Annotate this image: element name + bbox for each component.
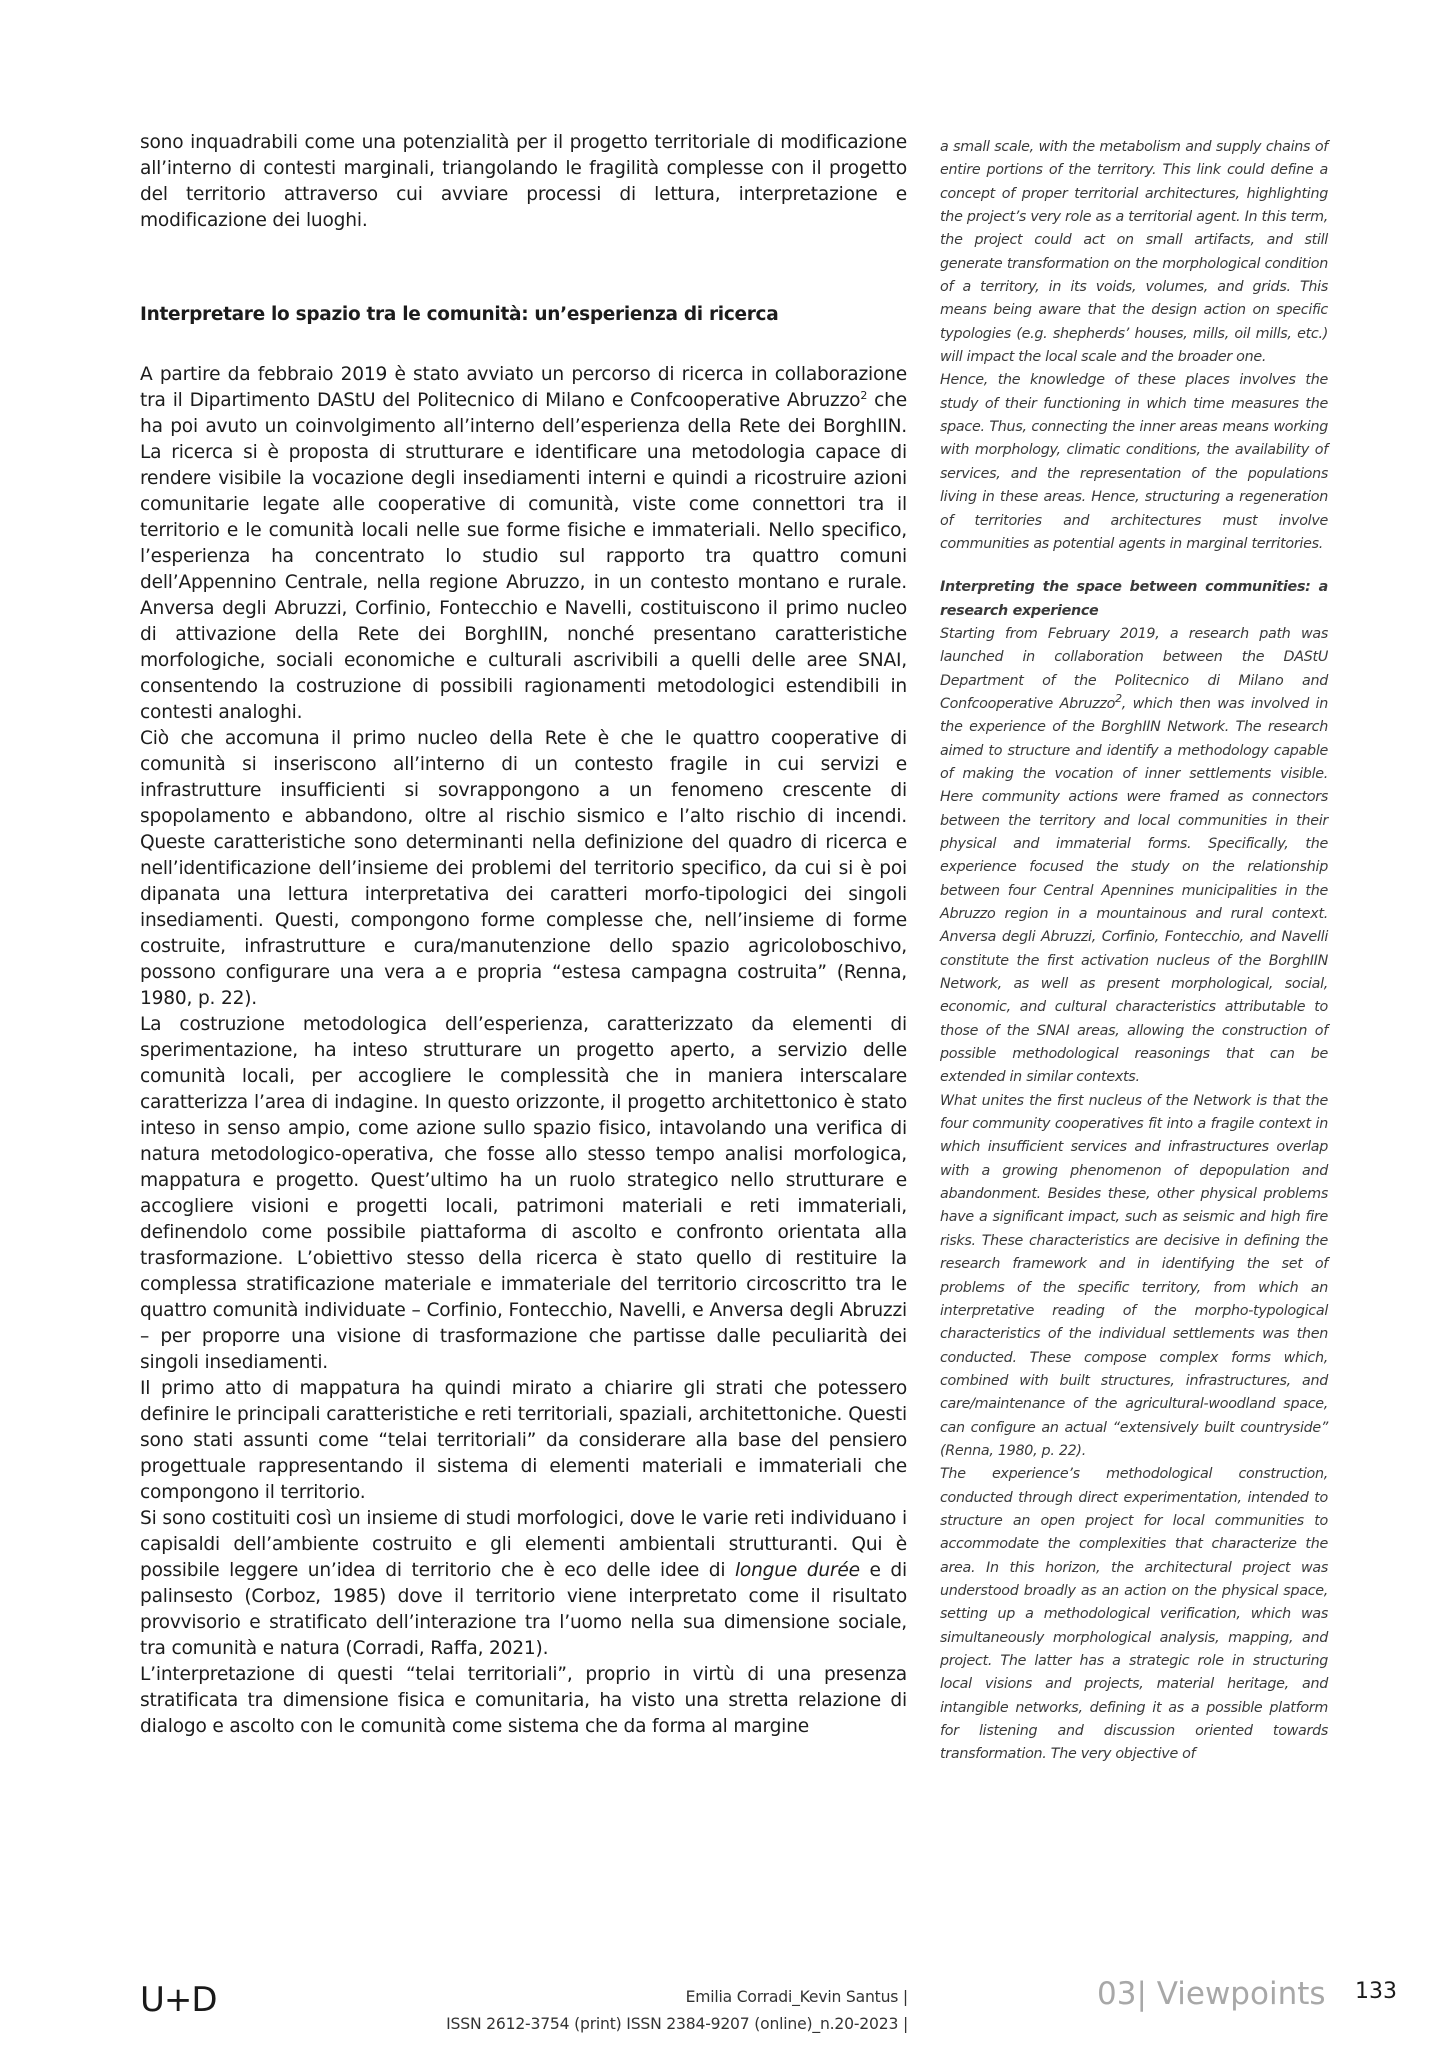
body-paragraph-6: L’interpretazione di questi “telai territoriali”, proprio in virtù di una presenza stratificata tra dimensione fisica e comunitaria, ha visto una stretta relazione di dialogo e ascolto con le comunità come sistema che da forma al margine — [140, 1664, 907, 1737]
side-paragraph-3: Starting from February 2019, a research path was launched in collaboration between the DAStU Department of the Politecnico di Milano and Confcooperative Abruzzo$^2$, which then was involved in the experience of the BorghIIN Network. The research aimed to structure and identify a methodology capable of making the vocation of inner settlements visible. Here community actions were framed as connectors between the territory and local communities in their physical and immaterial forms. Specifically, the experience focused the study on the relationship between four Central Apennines municipalities in the Abruzzo region in a mountainous and rural context. Anversa degli Abruzzi, Corfinio, Fontecchio, and Navelli constitute the first activation nucleus of the BorghIIN Network, as well as present morphological, social, economic, and cultural characteristics attributable to those of the SNAI areas, allowing the construction of possible methodological reasonings that can be extended in similar contexts. — [940, 625, 1328, 1086]
body-paragraph-4: Il primo atto di mappatura ha quindi mirato a chiarire gli strati che potessero definire le principali caratteristiche e reti territoriali, spaziali, architettoniche. Questi sono stati assunti come “telai territoriali” da considerare alla base del pensiero progettuale rappresentando il sistema di elementi materiali e immateriali che compongono il territorio. — [140, 1378, 907, 1503]
footer-credits — [446, 1984, 908, 2038]
body-paragraph-5: Si sono costituiti così un insieme di studi morfologici, dove le varie reti individuano i capisaldi dell’ambiente costruito e gli elementi ambientali strutturanti. Qui è possibile leggere un’idea di territorio che è eco delle idee di longue durée e di palinsesto (Corboz, 1985) dove il territorio viene interpretato come il risultato provvisorio e stratificato dell’interazione tra l’uomo nella sua dimensione sociale, tra comunità e natura (Corradi, Raffa, 2021). — [140, 1508, 907, 1659]
journal-logo: U+D — [140, 1980, 217, 2020]
side-section-heading: Interpreting the space between communities: a research experience — [940, 579, 1328, 619]
side-paragraph-1: a small scale, with the metabolism and supply chains of entire portions of the territory. This link could define a concept of proper territorial architectures, highlighting the project’s very role as a territorial agent. In this term, the project could act on small artifacts, and still generate transformation on the morphological condition of a territory, in its voids, volumes, and grids. This means being aware that the design action on specific typologies (e.g. shepherds’ houses, mills, oil mills, etc.) will impact the local scale and the broader one. — [940, 139, 1328, 366]
side-footnote-ref: 2 — [1115, 692, 1122, 706]
body-paragraph-1: A partire da febbraio 2019 è stato avviato un percorso di ricerca in collaborazione tra il Dipartimento DAStU del Politecnico di Milano e Confcooperative Abruzzo$^2$ che ha poi avuto un coinvolgimento all’interno dell’esperienza della Rete dei BorghIIN. La ricerca si è proposta di strutturare e identificare una metodologia capace di rendere visibile la vocazione degli insediamenti interni e quindi a ricostruire azioni comunitarie legate alle cooperative di comunità, viste come connettori tra il territorio e le comunità locali nelle sue forme fisiche e immateriali. Nello specifico, l’esperienza ha concentrato lo studio sul rapporto tra quattro comuni dell’Appennino Centrale, nella regione Abruzzo, in un contesto montano e rurale. Anversa degli Abruzzi, Corfinio, Fontecchio e Navelli, costituiscono il primo nucleo di attivazione della Rete dei BorghIIN, nonché presentano caratteristiche morfologiche, sociali economiche e culturali ascrivibili a quelli delle aree SNAI, consentendo la costruzione di possibili ragionamenti metodologici estendibili in contesti analoghi. — [140, 364, 907, 723]
side-paragraph-5: The experience’s methodological construction, conducted through direct experimentation, intended to structure an open project for local communities to accommodate the complexities that characterize the area. In this horizon, the architectural project was understood broadly as an action on the physical space, setting up a methodological verification, which was simultaneously morphological analysis, mapping, and project. The latter has a strategic role in structuring local visions and projects, material heritage, and intangible networks, defining it as a possible platform for listening and discussion oriented towards transformation. The very objective of — [940, 1466, 1328, 1763]
footer-authors-line: Emilia Corradi_Kevin Santus | — [685, 1988, 908, 2006]
section-heading: Interpretare lo spazio tra le comunità: un’esperienza di ricerca — [140, 304, 779, 325]
intro-paragraph: sono inquadrabili come una potenzialità per il progetto territoriale di modificazione all’interno di contesti marginali, triangolando le fragilità complesse con il progetto del territorio attraverso cui avviare processi di lettura, interpretazione e modificazione dei luoghi. — [140, 132, 907, 231]
side-paragraph-2: Hence, the knowledge of these places involves the study of their functioning in which time measures the space. Thus, connecting the inner areas means working with morphology, climatic conditions, the availability of services, and the representation of the populations living in these areas. Hence, structuring a regeneration of territories and architectures must involve communities as potential agents in marginal territories. — [940, 372, 1328, 552]
footer-issn-line: ISSN 2612-3754 (print) ISSN 2384-9207 (online)_n.20-2023 | — [446, 2015, 908, 2033]
side-paragraph-4: What unites the first nucleus of the Network is that the four community cooperatives fit into a fragile context in which insufficient services and infrastructures overlap with a growing phenomenon of depopulation and abandonment. Besides these, other physical problems have a significant impact, such as seismic and high fire risks. These characteristics are decisive in defining the research framework and in identifying the set of problems of the specific territory, from which an interpretative reading of the morpho-typological characteristics of the individual settlements was then conducted. These compose complex forms which, combined with built structures, infrastructures, and care/maintenance of the agricultural-woodland space, can configure an actual “extensively built countryside” (Renna, 1980, p. 22). — [940, 1092, 1328, 1459]
body-paragraph-2: Ciò che accomuna il primo nucleo della Rete è che le quattro cooperative di comunità si inseriscono all’interno di un contesto fragile in cui servizi e infrastrutture insufficienti si sovrappongono a un fenomeno crescente di spopolamento e abbandono, oltre al rischio sismico e l’alto rischio di incendi. Queste caratteristiche sono determinanti nella definizione del quadro di ricerca e nell’identificazione dell’insieme dei problemi del territorio specifico, da cui si è poi dipanata una lettura interpretativa dei caratteri morfo-tipologici dei singoli insediamenti. Questi, compongono forme complesse che, nell’insieme di forme costruite, infrastrutture e cura/manutenzione dello spazio agricoloboschivo, possono configurare una vera a e propria “estesa campagna costruita” (Renna, 1980, p. 22). — [140, 728, 907, 1009]
english-translation-column — [940, 136, 1328, 1767]
section-label: 03| Viewpoints — [1097, 1976, 1326, 2012]
footnote-ref: 2 — [860, 388, 868, 402]
page-number: 133 — [1355, 1979, 1397, 2004]
main-text-column — [140, 130, 907, 1740]
body-paragraph-3: La costruzione metodologica dell’esperienza, caratterizzato da elementi di sperimentazione, ha inteso strutturare un progetto aperto, a servizio delle comunità locali, per accogliere le complessità che in maniera interscalare caratterizza l’area di indagine. In questo orizzonte, il progetto architettonico è stato inteso in senso ampio, come azione sullo spazio fisico, intavolando una verifica di natura metodologico-operativa, che fosse allo stesso tempo analisi morfologica, mappatura e progetto. Quest’ultimo ha un ruolo strategico nello strutturare e accogliere visioni e progetti locali, patrimoni materiali e reti immateriali, definendolo come possibile piattaforma di ascolto e confronto orientata alla trasformazione. L’obiettivo stesso della ricerca è stato quello di restituire la complessa stratificazione materiale e immateriale del territorio circoscritto tra le quattro comunità individuate – Corfinio, Fontecchio, Navelli, e Anversa degli Abruzzi – per proporre una visione di trasformazione che partisse dalle peculiarità dei singoli insediamenti. — [140, 1014, 907, 1373]
